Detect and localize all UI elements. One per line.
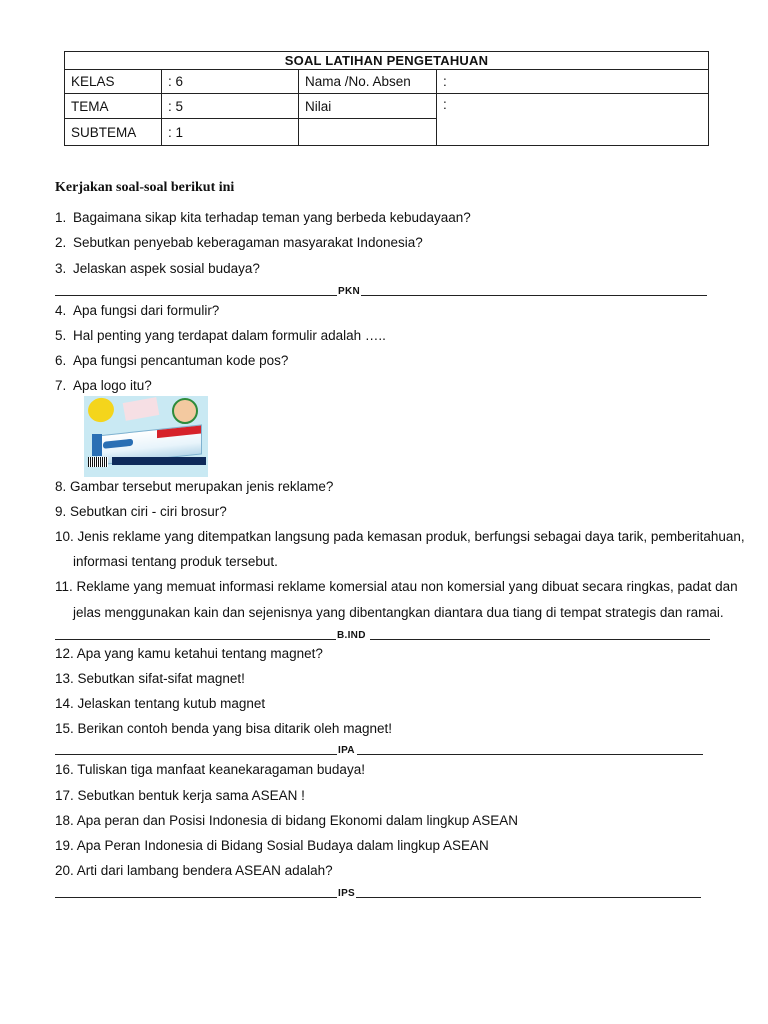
question-14: 14. Jelaskan tentang kutub magnet [55, 696, 266, 711]
question-10-continued: informasi tentang produk tersebut. [73, 554, 278, 569]
question-10: 10. Jenis reklame yang ditempatkan langsung pada kemasan produk, berfungsi sebagai daya tarik, pemberitahuan, [55, 529, 745, 544]
question-text: Bagaimana sikap kita terhadap teman yang berbeda kebudayaan? [73, 210, 471, 225]
worksheet-title: SOAL LATIHAN PENGETAHUAN [65, 52, 709, 70]
ad-bottom-band [112, 457, 206, 465]
kelas-label: KELAS [65, 70, 162, 94]
section-label-bind: B.IND [337, 630, 366, 641]
question-text: Jelaskan aspek sosial budaya? [73, 261, 260, 276]
section-separator-ips [55, 888, 703, 902]
question-16: 16. Tuliskan tiga manfaat keanekaragaman budaya! [55, 762, 365, 777]
question-3 [55, 260, 260, 278]
tube-brand-mark [103, 439, 133, 449]
separator-line [55, 754, 337, 755]
separator-line [357, 754, 703, 755]
tube-cap [92, 434, 102, 456]
section-label-ipa: IPA [338, 745, 355, 756]
question-text: Sebutkan penyebab keberagaman masyarakat Indonesia? [73, 235, 423, 250]
question-8: 8. Gambar tersebut merupakan jenis reklame? [55, 479, 334, 494]
nilai-label: Nilai [299, 94, 437, 119]
question-text: Apa logo itu? [73, 378, 152, 393]
question-1 [55, 209, 471, 227]
separator-line [55, 295, 337, 296]
section-separator-ipa [55, 745, 705, 759]
question-number: 1. [55, 210, 67, 225]
separator-line [361, 295, 707, 296]
ad-child-mascot-icon [172, 398, 198, 424]
question-text: Apa fungsi pencantuman kode pos? [73, 353, 289, 368]
question-9: 9. Sebutkan ciri - ciri brosur? [55, 504, 227, 519]
barcode-icon [88, 457, 108, 467]
section-label-pkn: PKN [338, 286, 361, 297]
question-2 [55, 234, 423, 252]
toothpaste-ad-image [84, 396, 208, 477]
separator-line [370, 639, 710, 640]
kelas-value: : 6 [162, 70, 299, 94]
empty-cell [299, 119, 437, 146]
separator-line [55, 639, 336, 640]
question-20: 20. Arti dari lambang bendera ASEAN adalah? [55, 863, 333, 878]
section-label-ips: IPS [338, 888, 356, 899]
question-number: 4. [55, 303, 67, 318]
section-separator-pkn [55, 286, 710, 300]
tema-label: TEMA [65, 94, 162, 119]
question-19: 19. Apa Peran Indonesia di Bidang Sosial Budaya dalam lingkup ASEAN [55, 838, 489, 853]
question-15: 15. Berikan contoh benda yang bisa ditarik oleh magnet! [55, 721, 392, 736]
question-11-continued: jelas menggunakan kain dan sejenisnya yang dibentangkan diantara dua tiang di tempat strategis dan ramai. [73, 605, 724, 620]
question-5 [55, 327, 386, 345]
tube-stripe [157, 426, 201, 439]
tema-value: : 5 [162, 94, 299, 119]
question-7 [55, 377, 152, 395]
question-number: 6. [55, 353, 67, 368]
question-number: 7. [55, 378, 67, 393]
ad-promo-badge-icon [85, 396, 116, 425]
question-13: 13. Sebutkan sifat-sifat magnet! [55, 671, 245, 686]
question-6 [55, 352, 288, 370]
ad-decoration [123, 397, 160, 421]
question-12: 12. Apa yang kamu ketahui tentang magnet? [55, 646, 323, 661]
nilai-value[interactable]: : [437, 94, 709, 146]
subtema-value: : 1 [162, 119, 299, 146]
question-number: 2. [55, 235, 67, 250]
subtema-label: SUBTEMA [65, 119, 162, 146]
question-text: Hal penting yang terdapat dalam formulir adalah ….. [73, 328, 386, 343]
question-number: 5. [55, 328, 67, 343]
question-text: Apa fungsi dari formulir? [73, 303, 220, 318]
section-separator-bind [55, 630, 712, 644]
nama-absen-label: Nama /No. Absen [299, 70, 437, 94]
question-11: 11. Reklame yang memuat informasi reklame komersial atau non komersial yang dibuat secara ringkas, padat dan [55, 579, 738, 594]
separator-line [55, 897, 337, 898]
question-number: 3. [55, 261, 67, 276]
question-4 [55, 302, 219, 320]
question-17: 17. Sebutkan bentuk kerja sama ASEAN ! [55, 788, 305, 803]
nama-absen-value[interactable]: : [437, 70, 709, 94]
header-table [64, 51, 709, 146]
separator-line [356, 897, 701, 898]
instruction-heading: Kerjakan soal-soal berikut ini [55, 180, 235, 195]
question-18: 18. Apa peran dan Posisi Indonesia di bidang Ekonomi dalam lingkup ASEAN [55, 813, 519, 828]
